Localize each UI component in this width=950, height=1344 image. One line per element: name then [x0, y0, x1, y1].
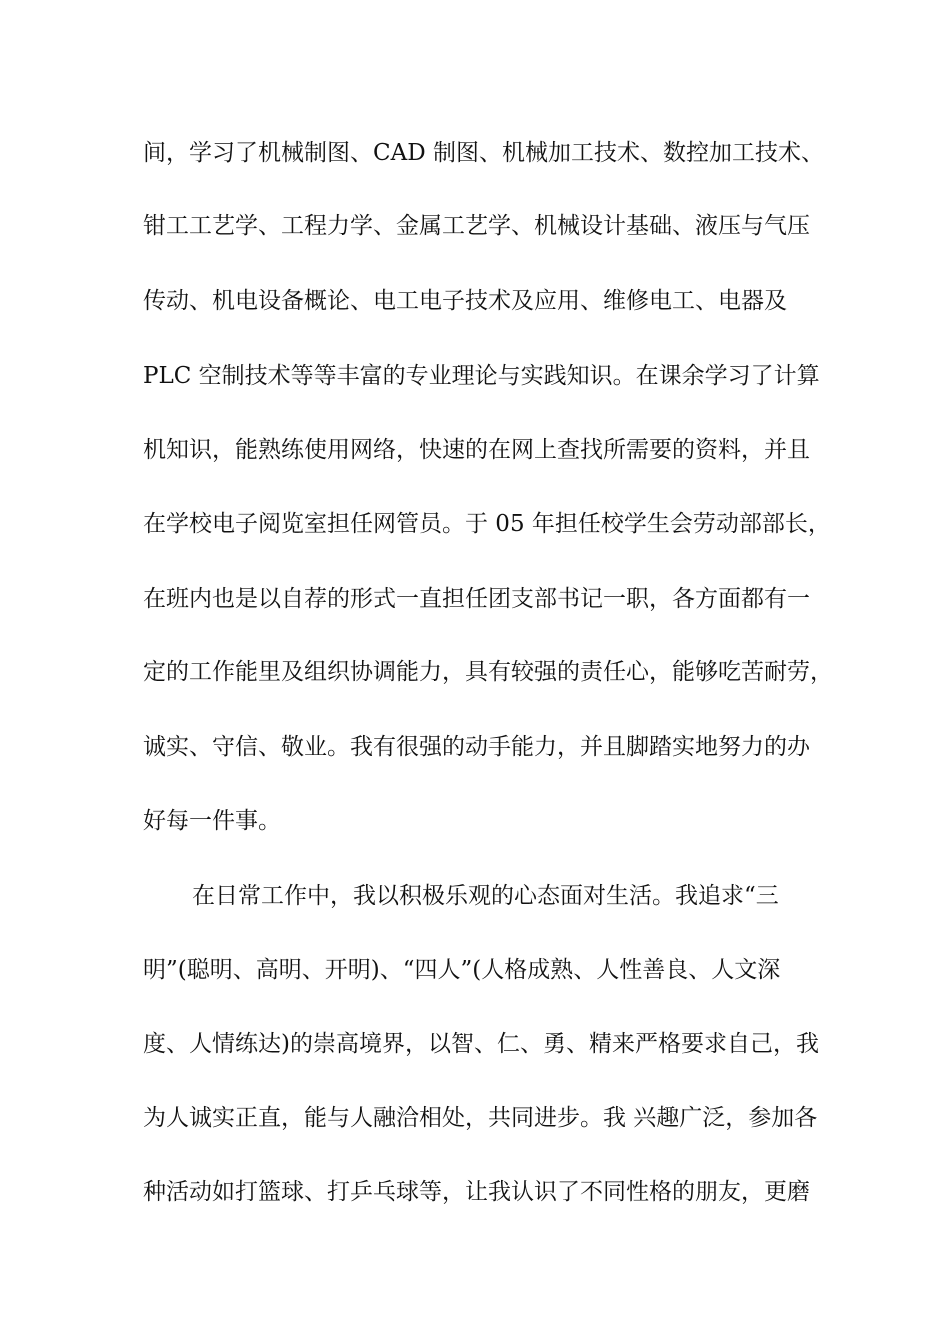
text-line: 度、人情练达)的崇高境界，以智、仁、勇、精来严格要求自己，我: [143, 1031, 819, 1057]
text-line: 机知识，能熟练使用网络，快速的在网上查找所需要的资料，并且: [143, 437, 810, 463]
text-line: 传动、机电设备概论、电工电子技术及应用、维修电工、电器及: [143, 288, 787, 314]
text-line: 钳工工艺学、工程力学、金属工艺学、机械设计基础、液压与气压: [143, 213, 810, 239]
text-line: PLC 空制技术等等丰富的专业理论与实践知识。在课余学习了计算: [143, 363, 820, 389]
text-line: 为人诚实正直，能与人融洽相处，共同进步。我 兴趣广泛，参加各: [143, 1105, 818, 1131]
text-line: 定的工作能里及组织协调能力，具有较强的责任心，能够吃苦耐劳，: [143, 659, 833, 685]
text-line: 在班内也是以自荐的形式一直担任团支部书记一职，各方面都有一: [143, 586, 810, 612]
text-line: 好每一件事。: [143, 808, 281, 834]
text-line: 种活动如打篮球、打乒乓球等，让我认识了不同性格的朋友，更磨: [143, 1179, 810, 1205]
text-line: 间，学习了机械制图、CAD 制图、机械加工技术、数控加工技术、: [143, 140, 824, 166]
text-line: 在日常工作中，我以积极乐观的心态面对生活。我追求“三: [192, 883, 779, 909]
text-line: 明”(聪明、高明、开明)、“四人”(人格成熟、人性善良、人文深: [143, 957, 781, 983]
text-line: 诚实、守信、敬业。我有很强的动手能力，并且脚踏实地努力的办: [143, 734, 810, 760]
text-line: 在学校电子阅览室担任网管员。于 05 年担任校学生会劳动部部长，: [143, 511, 831, 537]
